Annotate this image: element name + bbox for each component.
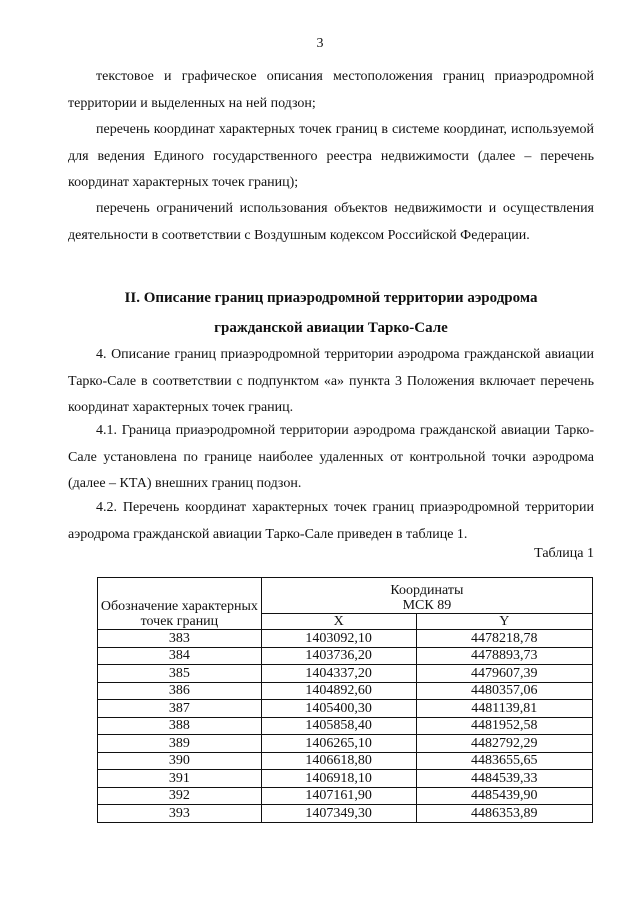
point-cell: 385 [98,665,262,683]
point-cell: 387 [98,700,262,718]
table-row [98,770,593,788]
coordinates-title: Координаты [390,583,464,598]
body-paragraph-4-1: 4.1. Граница приаэродромной территории аэродрома гражданской авиации Тарко-Сале установлена по границе наиболее удаленных от контрольной точки аэродрома (далее – КТА) внешних границ подзон. [68,423,594,491]
table-row [98,805,593,823]
coordinate-system: МСК 89 [402,598,452,613]
x-cell: 1405400,30 [261,700,416,718]
table-row [98,647,593,665]
table-caption: Таблица 1 [534,546,594,561]
y-header: Y [416,614,592,630]
section-heading-line-2: гражданской авиации Тарко-Сале [214,320,448,336]
point-cell: 386 [98,682,262,700]
table-row [98,735,593,753]
y-cell: 4480357,06 [416,682,592,700]
point-cell: 384 [98,647,262,665]
intro-paragraph-2: перечень координат характерных точек границ в системе координат, используемой для ведения Единого государственного реестра недвижимости (далее – перечень координат характерных точек границ); [68,122,594,190]
point-cell: 391 [98,770,262,788]
table-row [98,700,593,718]
x-cell: 1404892,60 [261,682,416,700]
table-row [98,787,593,805]
body-paragraph-4-2: 4.2. Перечень координат характерных точек границ приаэродромной территории аэродрома гражданской авиации Тарко-Сале приведен в таблице 1. [68,500,594,542]
y-cell: 4478893,73 [416,647,592,665]
x-cell: 1406265,10 [261,735,416,753]
y-cell: 4481952,58 [416,717,592,735]
page-number: 3 [316,36,324,51]
x-header: X [261,614,416,630]
intro-paragraph-3: перечень ограничений использования объектов недвижимости и осуществления деятельности в соответствии с Воздушным кодексом Российской Федерации. [68,201,594,243]
x-cell: 1404337,20 [261,665,416,683]
coordinates-header [261,578,592,614]
x-cell: 1406918,10 [261,770,416,788]
table-row [98,752,593,770]
point-cell: 392 [98,787,262,805]
x-cell: 1403092,10 [261,630,416,648]
y-cell: 4482792,29 [416,735,592,753]
y-cell: 4479607,39 [416,665,592,683]
point-cell: 388 [98,717,262,735]
table-row [98,665,593,683]
x-cell: 1407349,30 [261,805,416,823]
point-cell: 383 [98,630,262,648]
table-row [98,630,593,648]
y-cell: 4486353,89 [416,805,592,823]
y-cell: 4481139,81 [416,700,592,718]
y-cell: 4483655,65 [416,752,592,770]
intro-paragraph-1: текстовое и графическое описания местоположения границ приаэродромной территории и выделенных на ней подзон; [68,69,594,111]
body-paragraph-4: 4. Описание границ приаэродромной территории аэродрома гражданской авиации Тарко-Сале в соответствии с подпунктом «а» пункта 3 Положения включает перечень координат характерных точек границ. [68,347,594,415]
point-cell: 390 [98,752,262,770]
point-header: Обозначение характерных точек границ [98,578,262,630]
x-cell: 1407161,90 [261,787,416,805]
y-cell: 4485439,90 [416,787,592,805]
coordinates-table [97,577,593,823]
table-row [98,717,593,735]
point-cell: 389 [98,735,262,753]
x-cell: 1405858,40 [261,717,416,735]
y-cell: 4478218,78 [416,630,592,648]
section-heading-line-1: II. Описание границ приаэродромной территории аэродрома [124,290,538,306]
table-row [98,682,593,700]
x-cell: 1406618,80 [261,752,416,770]
point-cell: 393 [98,805,262,823]
y-cell: 4484539,33 [416,770,592,788]
x-cell: 1403736,20 [261,647,416,665]
